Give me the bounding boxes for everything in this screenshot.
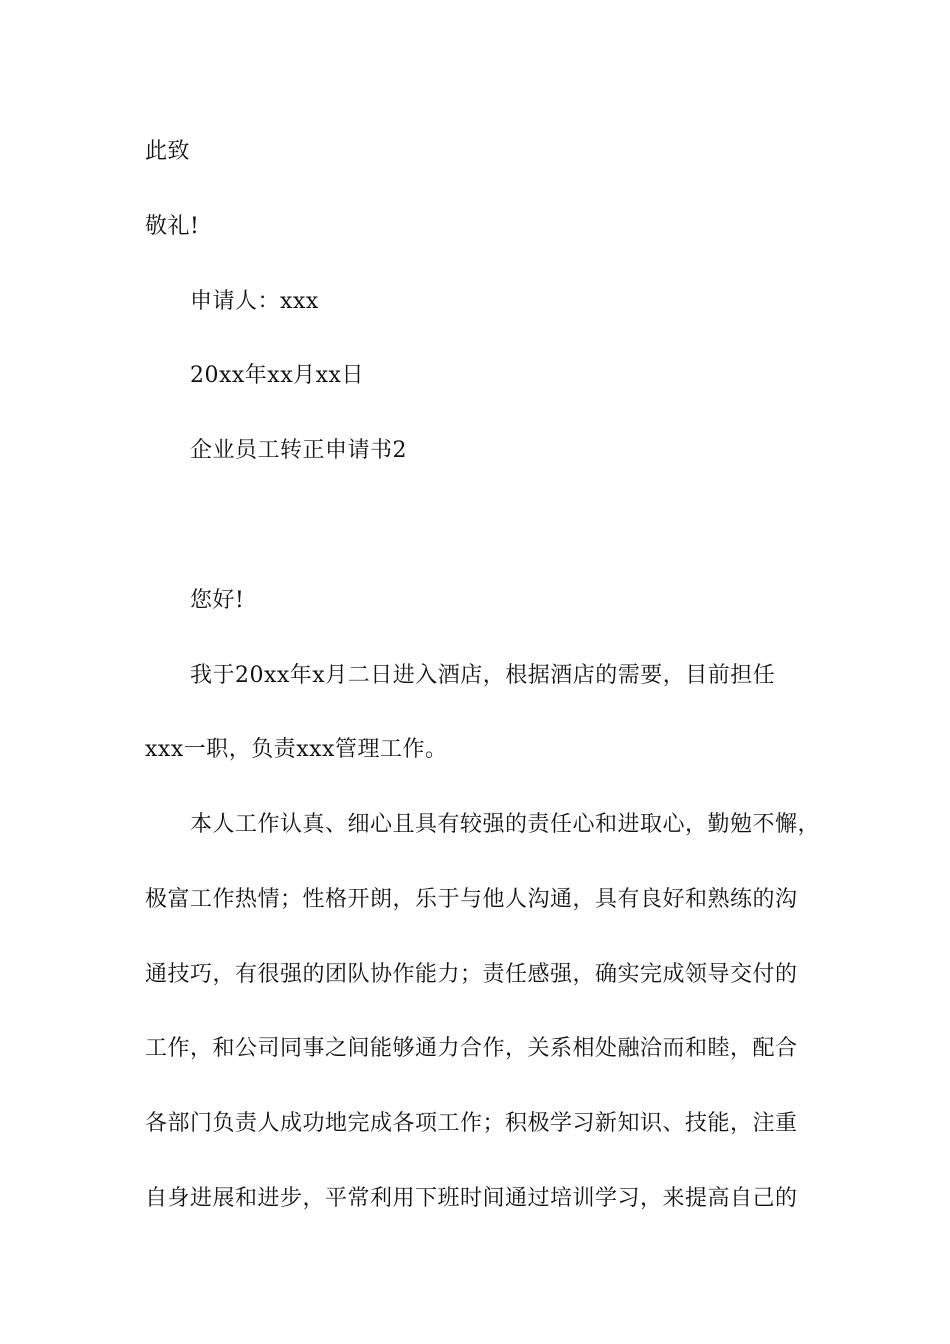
document-title: 企业员工转正申请书2 xyxy=(190,438,407,463)
paragraph-line: 工作，和公司同事之间能够通力合作，关系相处融洽而和睦，配合 xyxy=(145,1036,798,1061)
paragraph-line: 自身进展和进步，平常利用下班时间通过培训学习，来提高自己的 xyxy=(145,1186,798,1211)
paragraph-line: 我于20xx年x月二日进入酒店，根据酒店的需要，目前担任 xyxy=(190,663,776,688)
closing-salutation: 此致 xyxy=(145,139,191,164)
paragraph-line: 本人工作认真、细心且具有较强的责任心和进取心，勤勉不懈， xyxy=(190,812,821,837)
signature-date: 20xx年xx月xx日 xyxy=(190,363,364,388)
applicant-signature: 申请人：xxx xyxy=(190,289,319,314)
paragraph-line: 各部门负责人成功地完成各项工作；积极学习新知识、技能，注重 xyxy=(145,1111,798,1136)
paragraph-line: 通技巧，有很强的团队协作能力；责任感强，确实完成领导交付的 xyxy=(145,962,798,987)
letter-greeting: 您好! xyxy=(190,588,245,613)
closing-regards: 敬礼! xyxy=(145,214,200,239)
paragraph-line: xxx一职，负责xxx管理工作。 xyxy=(145,737,448,762)
paragraph-line: 极富工作热情；性格开朗，乐于与他人沟通，具有良好和熟练的沟 xyxy=(145,887,798,912)
